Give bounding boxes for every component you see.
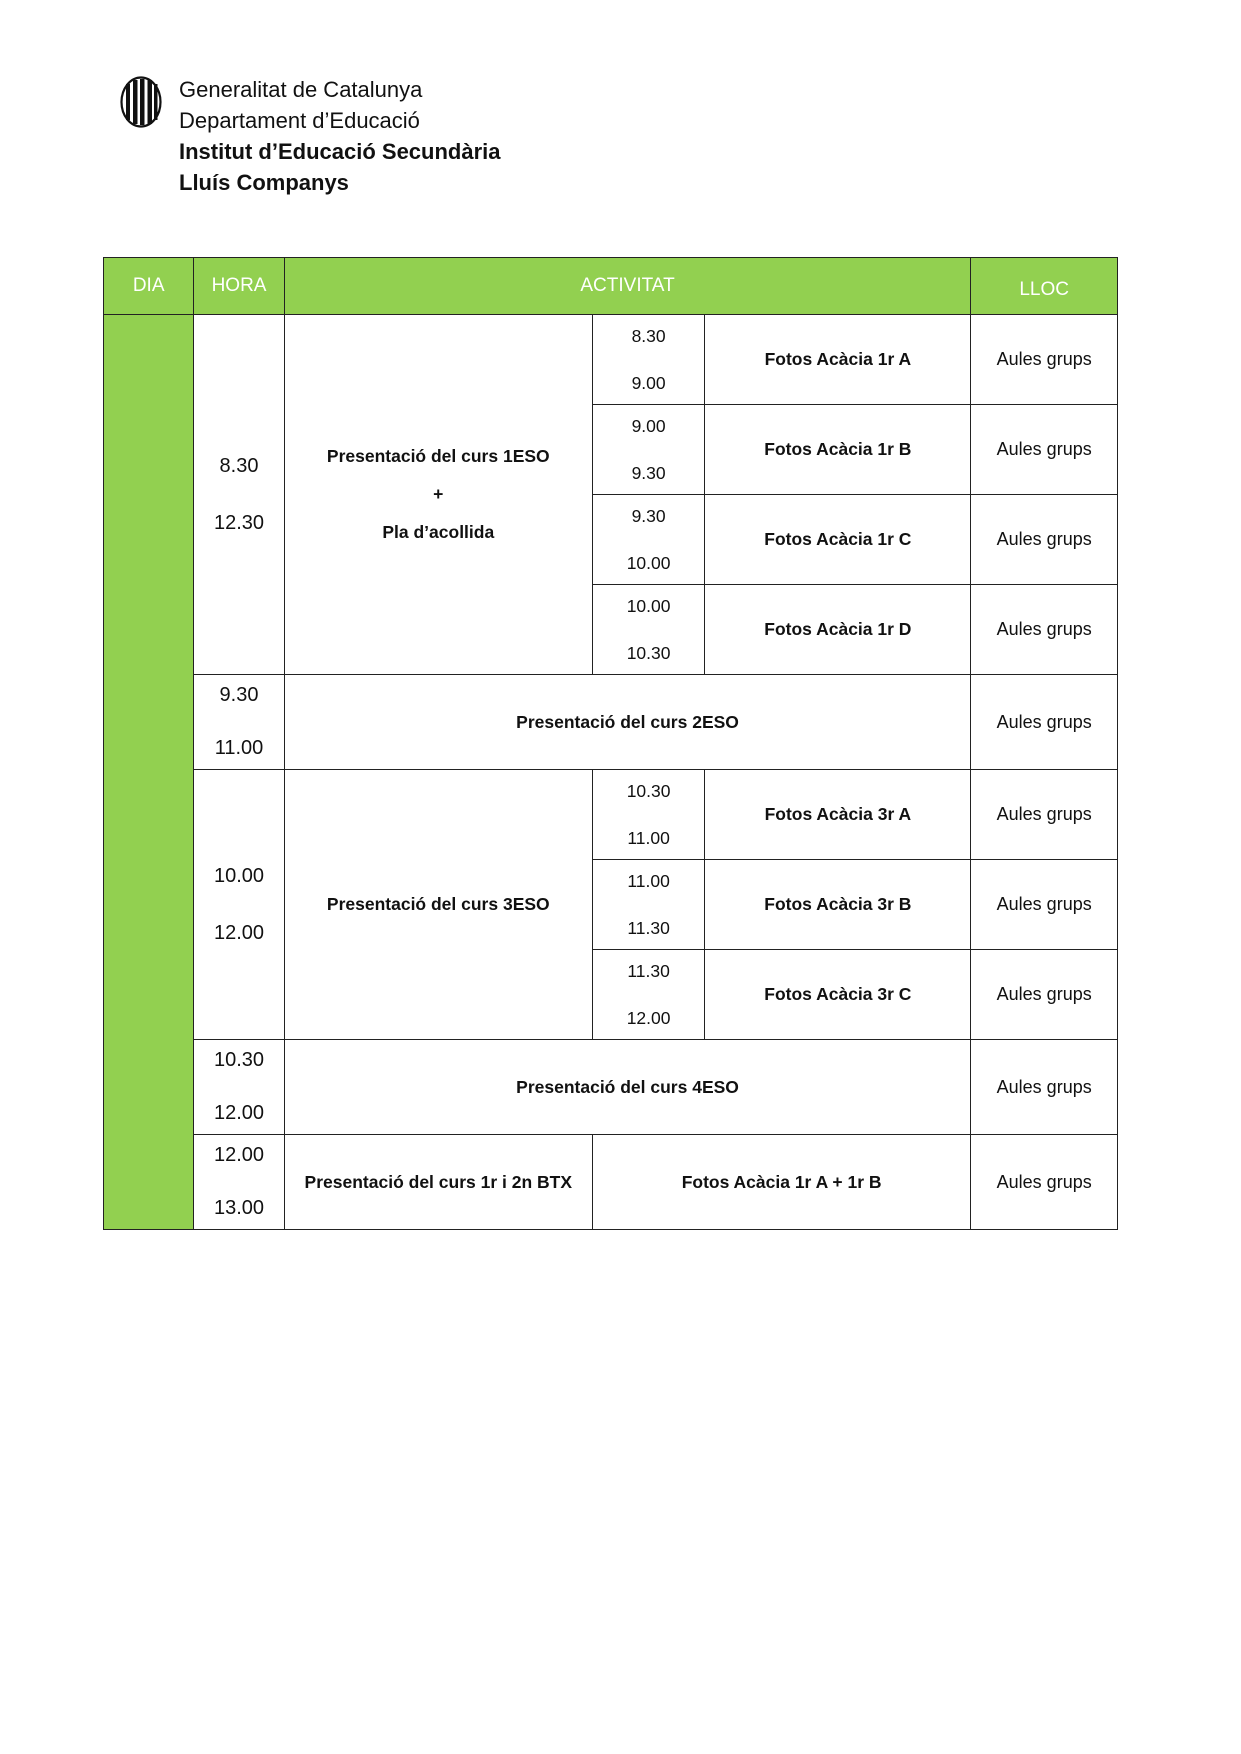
hora-cell xyxy=(194,1135,284,1230)
place-cell: Aules grups xyxy=(971,860,1118,950)
schedule-table xyxy=(103,257,1118,1230)
slot-label: Fotos Acàcia 1r B xyxy=(705,405,971,495)
place-cell: Aules grups xyxy=(971,950,1118,1040)
hora-start: 8.30 xyxy=(219,454,259,477)
slot-label: Fotos Acàcia 3r B xyxy=(705,860,971,950)
place-cell: Aules grups xyxy=(971,585,1118,675)
slot-label: Fotos Acàcia 1r A xyxy=(705,315,971,405)
slot-start: 11.30 xyxy=(627,960,670,981)
hora-cell xyxy=(194,675,284,770)
col-header-lloc: LLOC xyxy=(971,258,1118,315)
slot-time-cell xyxy=(592,860,704,950)
slot-end: 9.30 xyxy=(631,462,666,483)
header-row xyxy=(104,258,1118,315)
slot-end: 9.00 xyxy=(631,372,666,393)
place-cell: Aules grups xyxy=(971,675,1118,770)
government-name: Generalitat de Catalunya xyxy=(179,77,423,102)
place-cell: Aules grups xyxy=(971,315,1118,405)
activity-subtitle: Pla d’acollida xyxy=(382,522,495,542)
place-cell: Aules grups xyxy=(971,405,1118,495)
slot-start: 9.30 xyxy=(631,505,666,526)
activity-plus: + xyxy=(433,484,444,504)
generalitat-logo-icon xyxy=(120,76,162,128)
activity-cell: Presentació del curs 3ESO xyxy=(284,770,592,1040)
hora-start: 10.00 xyxy=(213,864,265,887)
slot-end: 11.00 xyxy=(627,827,670,848)
hora-end: 12.30 xyxy=(213,511,265,534)
slot-start: 10.30 xyxy=(626,780,671,801)
table-row xyxy=(104,1040,1118,1135)
slot-end: 10.30 xyxy=(626,642,671,663)
activity-title: Presentació del curs 1ESO xyxy=(326,446,550,466)
dia-cell xyxy=(104,315,194,1230)
slot-time-cell xyxy=(592,950,704,1040)
slot-time-cell xyxy=(592,405,704,495)
hora-end: 12.00 xyxy=(213,1102,265,1124)
activity-cell: Presentació del curs 1r i 2n BTX xyxy=(284,1135,592,1230)
hora-end: 13.00 xyxy=(213,1197,265,1219)
institute-name: Lluís Companys xyxy=(179,170,349,195)
activity-cell: Presentació del curs 2ESO xyxy=(284,675,971,770)
hora-cell xyxy=(194,1040,284,1135)
slot-label: Fotos Acàcia 1r D xyxy=(705,585,971,675)
col-header-activitat: ACTIVITAT xyxy=(284,258,971,315)
slot-end: 12.00 xyxy=(626,1007,671,1028)
place-cell: Aules grups xyxy=(971,495,1118,585)
hora-start: 9.30 xyxy=(219,684,259,706)
hora-start: 12.00 xyxy=(213,1144,265,1166)
slot-label: Fotos Acàcia 3r A xyxy=(705,770,971,860)
slot-start: 10.00 xyxy=(626,595,671,616)
hora-end: 12.00 xyxy=(213,921,265,944)
hora-cell xyxy=(194,315,284,675)
table-row xyxy=(104,770,1118,860)
slot-time-cell xyxy=(592,315,704,405)
slot-start: 11.00 xyxy=(627,870,670,891)
slot-end: 11.30 xyxy=(627,917,670,938)
department-name: Departament d’Educació xyxy=(179,108,420,133)
slot-label: Fotos Acàcia 1r A + 1r B xyxy=(592,1135,970,1230)
slot-time-cell xyxy=(592,585,704,675)
slot-label: Fotos Acàcia 3r C xyxy=(705,950,971,1040)
table-row xyxy=(104,315,1118,405)
slot-time-cell xyxy=(592,770,704,860)
activity-cell xyxy=(284,315,592,675)
table-row xyxy=(104,675,1118,770)
col-header-dia: DIA xyxy=(104,258,194,315)
slot-time-cell xyxy=(592,495,704,585)
hora-cell xyxy=(194,770,284,1040)
table-row xyxy=(104,1135,1118,1230)
institute-type: Institut d’Educació Secundària xyxy=(179,139,501,164)
hora-start: 10.30 xyxy=(213,1049,265,1071)
activity-cell: Presentació del curs 4ESO xyxy=(284,1040,971,1135)
place-cell: Aules grups xyxy=(971,1040,1118,1135)
place-cell: Aules grups xyxy=(971,770,1118,860)
col-header-hora: HORA xyxy=(194,258,284,315)
slot-end: 10.00 xyxy=(626,552,671,573)
slot-start: 8.30 xyxy=(631,325,666,346)
hora-end: 11.00 xyxy=(214,737,264,759)
slot-label: Fotos Acàcia 1r C xyxy=(705,495,971,585)
place-cell: Aules grups xyxy=(971,1135,1118,1230)
slot-start: 9.00 xyxy=(631,415,666,436)
